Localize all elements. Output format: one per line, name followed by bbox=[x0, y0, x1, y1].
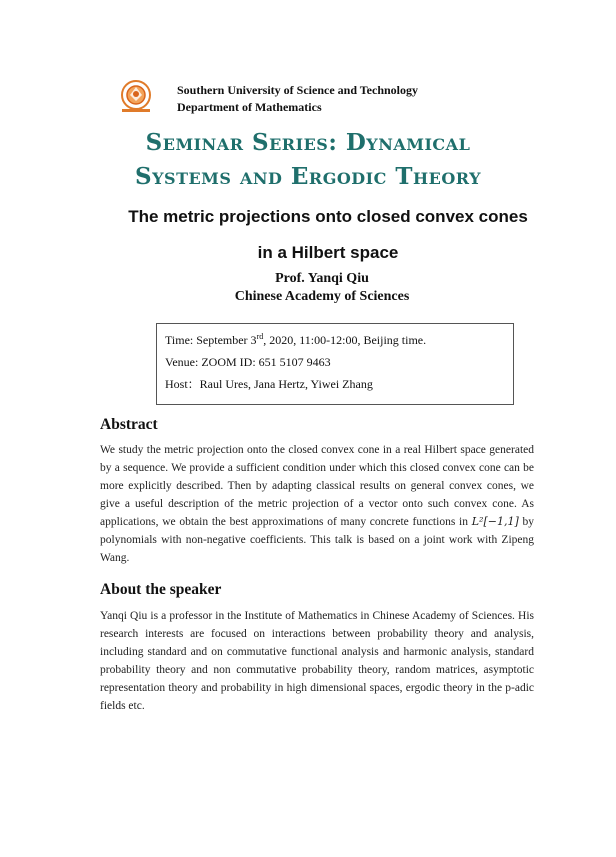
host-line: Host：Raul Ures, Jana Hertz, Yiwei Zhang bbox=[165, 377, 373, 391]
seminar-info-box bbox=[156, 323, 514, 405]
speaker-name: Prof. Yanqi Qiu bbox=[275, 271, 369, 286]
time-line: Time: September 3rd, 2020, 11:00-12:00, Beijing time. bbox=[165, 332, 427, 347]
about-speaker-text: Yanqi Qiu is a professor in the Institute of Mathematics in Chinese Academy of Sciences. His research interests are focused on interactions between probability theory and analysis, including standard and on commutative functional analysis and harmonic analysis, standard probability theory and non commutative probability theory, random matrices, asymptotic representation theory and probability in high dimensional spaces, ergodic theory in the p-adic fields etc. bbox=[100, 610, 534, 712]
university-logo bbox=[118, 79, 158, 113]
speaker-affiliation: Chinese Academy of Sciences bbox=[234, 289, 410, 304]
institution-name: Southern University of Science and Technology bbox=[177, 83, 419, 97]
about-speaker-heading: About the speaker bbox=[100, 581, 222, 598]
math-l2-space: L²[−1,1] bbox=[471, 515, 519, 528]
talk-title-line-2: in a Hilbert space bbox=[257, 243, 399, 262]
institution-header bbox=[177, 82, 418, 116]
abstract-heading: Abstract bbox=[100, 416, 158, 433]
talk-title-line-1: The metric projections onto closed convex cones bbox=[128, 207, 528, 226]
series-title-line-1: Seminar Series: Dynamical bbox=[145, 129, 471, 156]
series-title-line-2: Systems and Ergodic Theory bbox=[134, 163, 481, 190]
abstract-text: We study the metric projection onto the closed convex cone in a real Hilbert space generated by a sequence. We provide a sufficient condition under which this closed convex cone can be more explicitly described. Then by adapting classical results on general convex cones, we give a useful description of the metric projection of a vector onto such convex cone. As applications, we obtain the best approximations of many concrete functions in L²[−1,1] by polynomials with non-negative coefficients. This talk is based on a joint work with Zipeng Wang. bbox=[100, 444, 535, 564]
venue-line: Venue: ZOOM ID: 651 5107 9463 bbox=[165, 355, 331, 369]
department-name: Department of Mathematics bbox=[177, 100, 322, 114]
